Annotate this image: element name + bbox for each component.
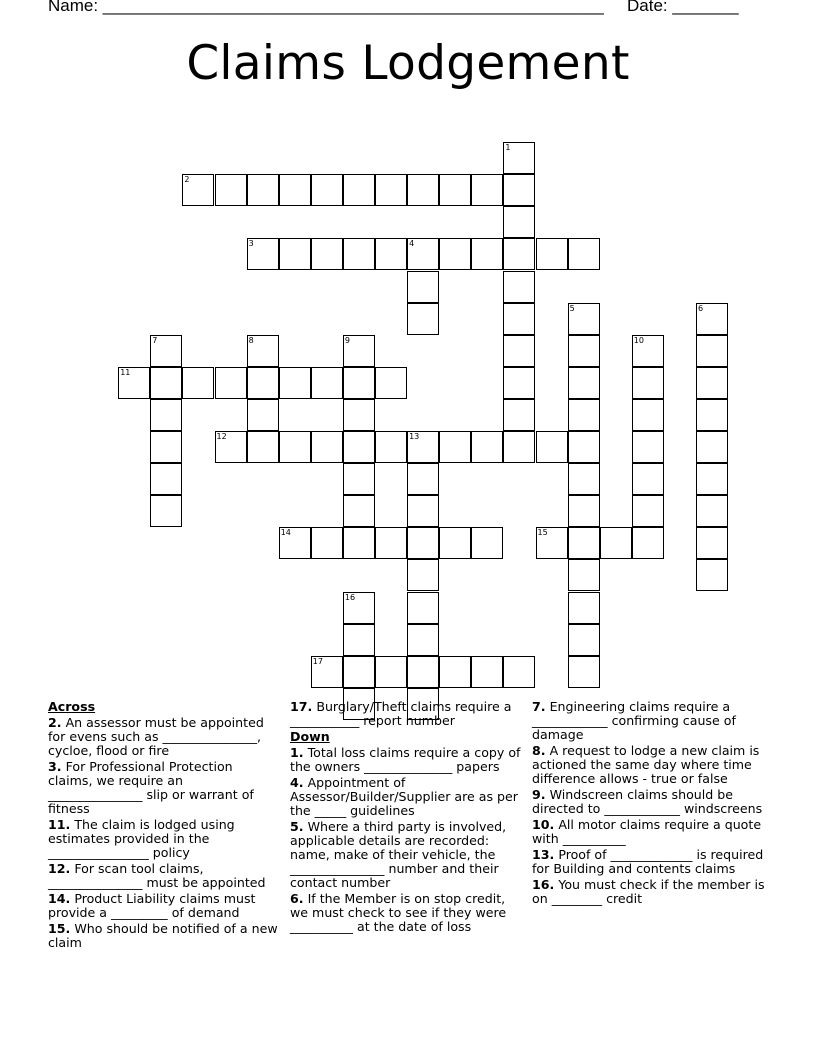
grid-cell[interactable] [696,367,728,399]
clue-across-3: 3. For Professional Protection claims, we require an _______________ slip or warrant of fitness [48,759,254,816]
clue-number: 3 [248,239,254,249]
grid-cell[interactable] [215,367,247,399]
grid-cell[interactable] [696,431,728,463]
clue-number: 15 [537,528,548,538]
grid-cell[interactable] [375,431,407,463]
clue-across-11: 11. The claim is lodged using estimates provided in the ________________ policy [48,817,235,860]
grid-cell[interactable] [247,367,279,399]
clue-number: 6 [698,303,704,313]
grid-cell[interactable] [696,527,728,559]
grid-cell[interactable] [279,527,311,559]
grid-cell[interactable] [247,431,279,463]
grid-cell[interactable] [503,238,535,270]
grid-cell[interactable] [311,431,343,463]
grid-cell[interactable] [503,206,535,238]
grid-cell[interactable] [568,399,600,431]
grid-cell[interactable] [632,335,664,367]
clue-down-10: 10. All motor claims require a quote with __________ [532,817,762,846]
grid-cell[interactable] [407,463,439,495]
grid-cell[interactable] [568,431,600,463]
clue-down-7: 7. Engineering claims require a ____________ confirming cause of damage [532,699,736,742]
grid-cell[interactable] [150,367,182,399]
grid-cell[interactable] [632,431,664,463]
grid-cell[interactable] [150,463,182,495]
grid-cell[interactable] [407,495,439,527]
grid-cell[interactable] [536,431,568,463]
grid-cell[interactable] [407,431,439,463]
clue-number: 7 [152,335,158,345]
clue-down-16: 16. You must check if the member is on ________ credit [532,877,765,906]
grid-cell[interactable] [503,367,535,399]
grid-cell[interactable] [375,527,407,559]
clues-column-3 [532,700,766,908]
grid-cell[interactable] [407,656,439,688]
grid-cell[interactable] [375,367,407,399]
grid-cell[interactable] [503,335,535,367]
grid-cell[interactable] [343,367,375,399]
grid-cell[interactable] [439,174,471,206]
grid-cell[interactable] [343,527,375,559]
grid-cell[interactable] [439,656,471,688]
clue-across-17: 17. Burglary/Theft claims require a ___________ report number [290,699,512,728]
clue-number: 17 [312,656,323,666]
grid-cell[interactable] [407,559,439,591]
clue-down-1: 1. Total loss claims require a copy of the owners ______________ papers [290,745,521,774]
clue-down-4: 4. Appointment of Assessor/Builder/Supplier are as per the _____ guidelines [290,775,518,818]
grid-cell[interactable] [215,431,247,463]
grid-cell[interactable] [568,656,600,688]
grid-cell[interactable] [503,142,535,174]
grid-cell[interactable] [568,527,600,559]
page-title: Claims Lodgement [186,36,630,91]
grid-cell[interactable] [696,303,728,335]
grid-cell[interactable] [375,238,407,270]
grid-cell[interactable] [279,238,311,270]
grid-cell[interactable] [536,527,568,559]
grid-cell[interactable] [407,238,439,270]
clue-across-12: 12. For scan tool claims, _______________ must be appointed [48,861,266,890]
grid-cell[interactable] [568,624,600,656]
clue-across-15: 15. Who should be notified of a new claim [48,921,278,950]
clue-across-14: 14. Product Liability claims must provide a _________ of demand [48,891,256,920]
grid-cell[interactable] [279,367,311,399]
grid-cell[interactable] [568,367,600,399]
grid-cell[interactable] [247,238,279,270]
clue-across-2: 2. An assessor must be appointed for evens such as _______________, cycloe, flood or fire [48,715,264,758]
clue-down-5: 5. Where a third party is involved, applicable details are recorded: name, make of their vehicle, the _______________ number and their contact number [290,819,507,890]
grid-cell[interactable] [536,238,568,270]
grid-cell[interactable] [471,656,503,688]
grid-cell[interactable] [696,399,728,431]
grid-cell[interactable] [696,463,728,495]
clue-number: 12 [216,432,227,441]
grid-cell[interactable] [343,495,375,527]
grid-cell[interactable] [568,592,600,624]
grid-cell[interactable] [568,238,600,270]
grid-cell[interactable] [568,559,600,591]
grid-cell[interactable] [343,624,375,656]
clue-down-9: 9. Windscreen claims should be directed to ____________ windscreens [532,787,763,816]
down-heading: Down [290,729,330,744]
grid-cell[interactable] [503,303,535,335]
grid-cell[interactable] [150,399,182,431]
clue-number: 4 [409,239,415,249]
grid-cell[interactable] [215,174,247,206]
clue-down-6: 6. If the Member is on stop credit, we must check to see if they were __________ at the date of loss [290,891,507,934]
grid-cell[interactable] [311,367,343,399]
grid-cell[interactable] [696,335,728,367]
clue-number: 9 [344,335,350,345]
clue-number: 8 [248,335,254,345]
grid-cell[interactable] [503,174,535,206]
grid-cell[interactable] [343,656,375,688]
clue-number: 10 [633,335,644,345]
grid-cell[interactable] [568,463,600,495]
grid-cell[interactable] [407,624,439,656]
grid-cell[interactable] [311,527,343,559]
grid-cell[interactable] [343,174,375,206]
grid-cell[interactable] [407,303,439,335]
grid-cell[interactable] [407,174,439,206]
clue-down-8: 8. A request to lodge a new claim is actioned the same day where time difference allows - true or false [532,743,760,786]
grid-cell[interactable] [150,431,182,463]
grid-cell[interactable] [600,527,632,559]
grid-cell[interactable] [407,271,439,303]
grid-cell[interactable] [632,399,664,431]
grid-cell[interactable] [439,527,471,559]
grid-cell[interactable] [343,238,375,270]
grid-cell[interactable] [568,495,600,527]
grid-cell[interactable] [632,367,664,399]
grid-cell[interactable] [343,463,375,495]
name-line: Name: _____________________________________________________ [48,0,604,15]
grid-cell[interactable] [407,592,439,624]
clue-number: 16 [344,592,356,602]
grid-cell[interactable] [696,495,728,527]
grid-cell[interactable] [632,527,664,559]
grid-cell[interactable] [311,174,343,206]
grid-cell[interactable] [375,174,407,206]
grid-cell[interactable] [279,174,311,206]
clue-number: 5 [569,303,575,313]
grid-cell[interactable] [247,335,279,367]
grid-cell[interactable] [247,399,279,431]
grid-cell[interactable] [343,431,375,463]
grid-cell[interactable] [503,271,535,303]
date-line: Date: _______ [627,0,739,15]
grid-cell[interactable] [279,431,311,463]
grid-cell[interactable] [632,495,664,527]
grid-cell[interactable] [311,656,343,688]
grid-cell[interactable] [471,431,503,463]
grid-cell[interactable] [471,174,503,206]
grid-cell[interactable] [118,367,150,399]
clue-number: 2 [184,175,190,185]
grid-cell[interactable] [471,238,503,270]
grid-cell[interactable] [343,399,375,431]
grid-cell[interactable] [375,656,407,688]
grid-cell[interactable] [182,174,214,206]
grid-cell[interactable] [407,527,439,559]
grid-cell[interactable] [343,335,375,367]
across-heading: Across [48,699,96,714]
grid-cell[interactable] [150,335,182,367]
grid-cell[interactable] [696,559,728,591]
grid-cell[interactable] [503,431,535,463]
clue-number: 1 [505,143,511,153]
grid-cell[interactable] [150,495,182,527]
grid-cell[interactable] [439,431,471,463]
grid-cell[interactable] [471,527,503,559]
clue-number: 14 [280,528,291,538]
clue-number: 11 [120,367,131,377]
grid-cell[interactable] [439,238,471,270]
grid-cell[interactable] [311,238,343,270]
grid-cell[interactable] [568,303,600,335]
grid-cell[interactable] [632,463,664,495]
grid-cell[interactable] [503,656,535,688]
grid-cell[interactable] [568,335,600,367]
grid-cell[interactable] [247,174,279,206]
grid-cell[interactable] [182,367,214,399]
clues-column-1 [48,700,280,952]
clue-down-13: 13. Proof of _____________ is required for Building and contents claims [532,847,764,876]
clues-column-2 [290,700,526,936]
clue-number: 13 [409,432,420,441]
grid-cell[interactable] [503,399,535,431]
grid-cell[interactable] [343,592,375,624]
